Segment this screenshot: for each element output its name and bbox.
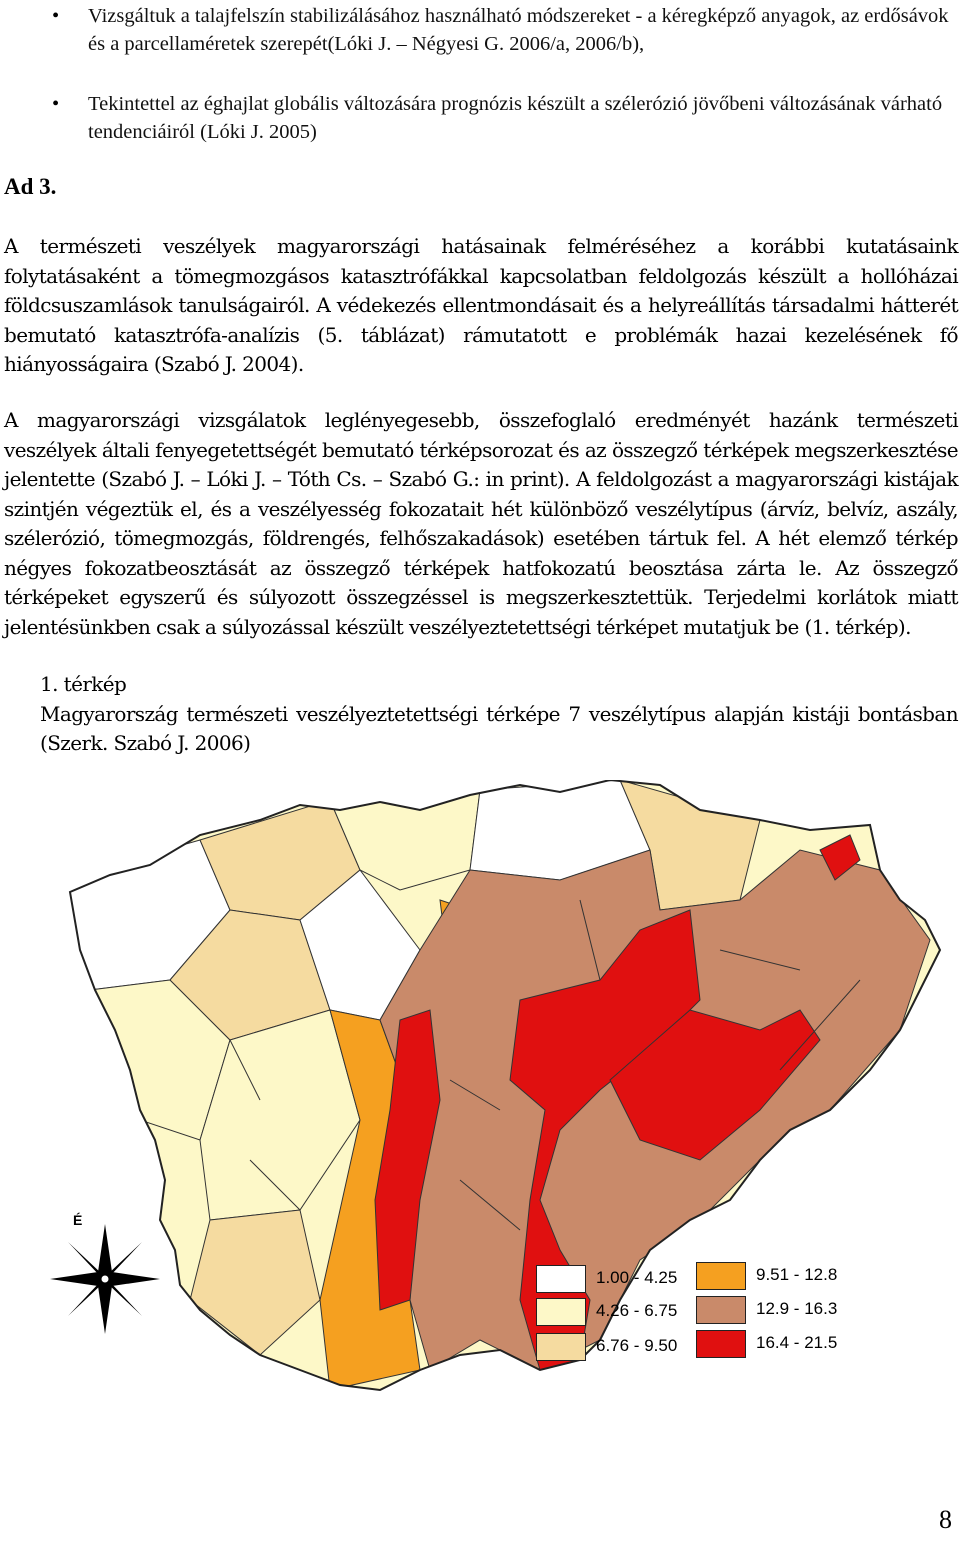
paragraph: A magyarországi vizsgálatok leglényegesebb, összefoglaló eredményét hazánk természeti veszélyek általi fenyegetettségét bemutató térképsorozat és az összegző térképek megszerkesztése jelentette (Szabó J. – Lóki J. – Tóth Cs. – Szabó G.: in print). A feldolgozást a magyarországi kistájak szintjén végeztük el, és a veszélyesség fokozatait hét különböző veszélytípus (árvíz, belvíz, aszály, szélerózió, tömegmozgás, földrengés, felhőszakadások) esetében tártuk fel. A hét elemző térkép négyes fokozatbeosztását az összegző térképek hatfokozatú beosztása zárta le. Az összegző térképeket egyszerű és súlyozott összegzéssel is megszerkesztettük. Terjedelmi korlátok miatt jelentésünkben csak a súlyozással készült veszélyeztetettségi térképet mutatjuk be (1. térkép). [4, 408, 958, 639]
map-caption-title: Magyarország természeti veszélyeztetettségi térképe 7 veszélytípus alapján kistáji bontásban (Szerk. Szabó J. 2006) [40, 702, 958, 755]
legend-label: 1.00 - 4.25 [596, 1268, 678, 1287]
bullet-text: Vizsgáltuk a talajfelszín stabilizálásához használható módszereket - a kéregképző anyagok, az erdősávok és a parcellaméretek szerepét(Lóki J. – Négyesi G. 2006/a, 2006/b), [88, 5, 949, 55]
legend-label: 4.26 - 6.75 [596, 1301, 678, 1320]
legend-label: 16.4 - 21.5 [756, 1333, 838, 1352]
legend-label: 6.76 - 9.50 [596, 1336, 678, 1355]
paragraph: A természeti veszélyek magyarországi hatásainak felméréséhez a korábbi kutatásaink folytatásaként a tömegmozgásos katasztrófákkal kapcsolatban feldolgozás készült a hollóházai földcsuszamlások tanulságairól. A védekezés ellentmondásait és a helyreállítás társadalmi hátterét bemutató katasztrófa-analízis (5. táblázat) rámutatott e problémák hazai kezelésének fő hiányosságaira (Szabó J. 2004). [4, 234, 958, 376]
legend-label: 9.51 - 12.8 [756, 1265, 838, 1284]
legend-item [696, 1262, 960, 1294]
legend-swatch [696, 1330, 746, 1358]
bullet-item [52, 2, 952, 92]
legend-swatch [696, 1262, 746, 1290]
map-caption-number: 1. térkép [40, 672, 127, 696]
page-number: 8 [939, 1505, 952, 1534]
bullet-text: Tekintettel az éghajlat globális változására prognózis készült a szélerózió jövőbeni változásának várható tendenciáiról (Lóki J. 2005) [88, 93, 943, 143]
compass-rose-icon [40, 1214, 170, 1344]
section-heading: Ad 3. [4, 174, 57, 199]
bullet-item [52, 90, 952, 150]
legend-swatch [536, 1298, 586, 1326]
north-label: É [73, 1212, 83, 1228]
legend-swatch [536, 1265, 586, 1293]
legend-swatch [696, 1296, 746, 1324]
bullet-symbol: • [52, 5, 60, 27]
legend-item [696, 1330, 960, 1362]
legend-label: 12.9 - 16.3 [756, 1299, 838, 1318]
bullet-symbol: • [52, 93, 60, 115]
legend-swatch [536, 1333, 586, 1361]
legend-item [696, 1296, 960, 1328]
